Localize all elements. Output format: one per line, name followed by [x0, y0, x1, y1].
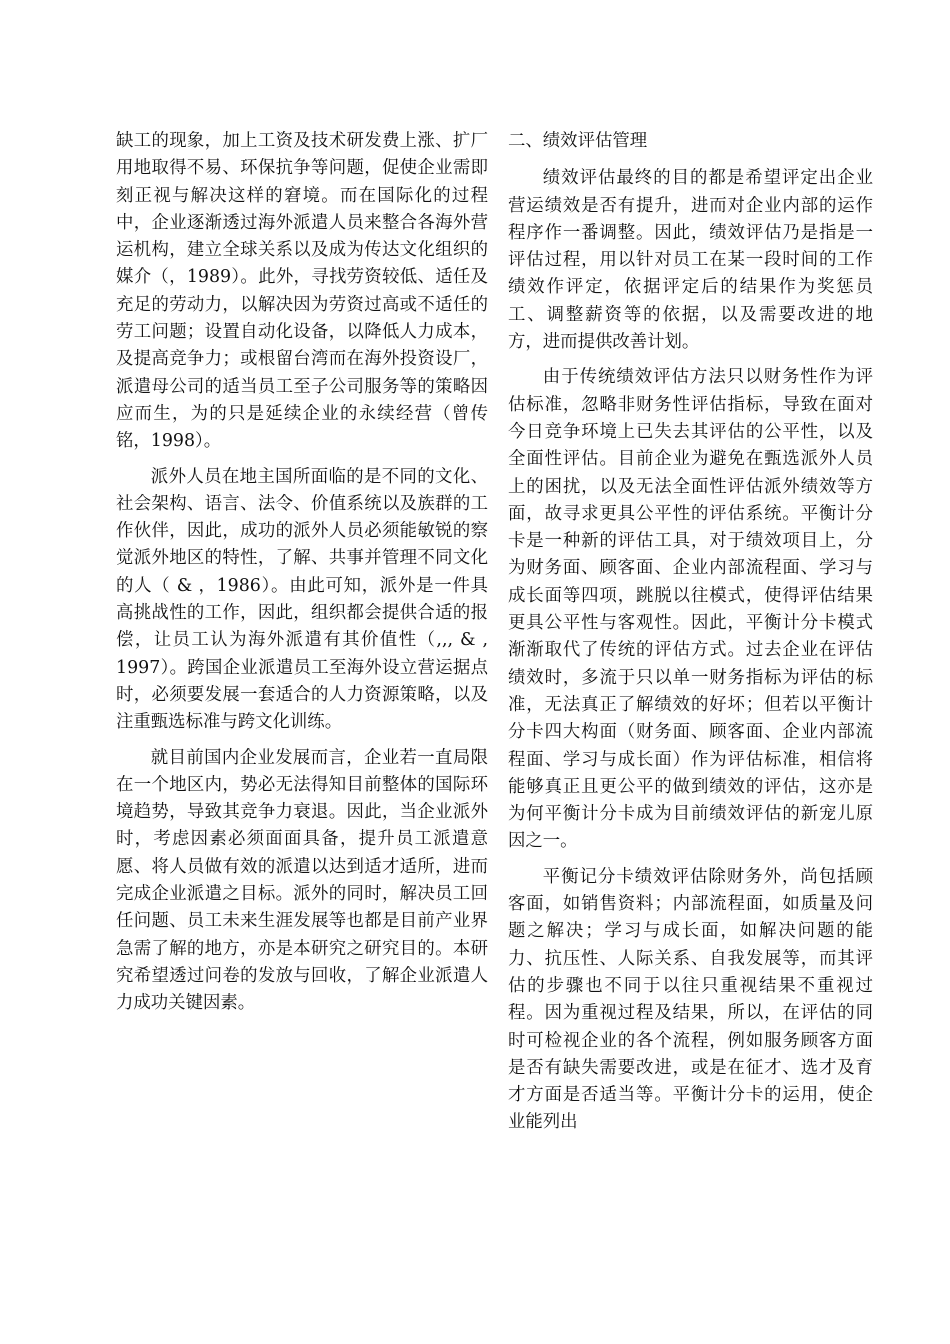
paragraph-balanced-scorecard: 由于传统绩效评估方法只以财务性作为评估标准，忽略非财务性评估指标，导致在面对今日竞争环境上已失去其评估的公平性，以及全面性评估。目前企业为避免在甄选派外人员上的困扰，以及无法全面性评估派外绩效等方面，故寻求更具公平性的评估系统。平衡计分卡是一种新的评估工具，对于绩效项目上，分为财务面、顾客面、企业内部流程面、学习与成长面等四项，跳脱以往模式，使得评估结果更具公平性与客观性。因此，平衡计分卡模式渐渐取代了传统的评估方式。过去企业在评估绩效时，多流于只以单一财务指标为评估的标准，无法真正了解绩效的好坏；但若以平衡计分卡四大构面（财务面、顾客面、企业内部流程面、学习与成长面）作为评估标准，相信将能够真正且更公平的做到绩效的评估，这亦是为何平衡计分卡成为目前绩效评估的新宠儿原因之一。 [508, 367, 873, 852]
paragraph-scorecard-dimensions: 平衡记分卡绩效评估除财务外，尚包括顾客面，如销售资料；内部流程面，如质量及问题之解决；学习与成长面，如解决问题的能力、抗压性、人际关系、自我发展等，而其评估的步骤也不同于以往只重视结果不重视过程。因为重视过程及结果，所以，在评估的同时可检视企业的各个流程，例如服务顾客方面是否有缺失需要改进，或是在征才、选才及育才方面是否适当等。平衡计分卡的运用，使企业能列出 [508, 866, 873, 1133]
paragraph-expatriate-challenges: 派外人员在地主国所面临的是不同的文化、社会架构、语言、法令、价值系统以及族群的工作伙伴，因此，成功的派外人员必须能敏锐的察觉派外地区的特性，了解、共事并管理不同文化的人（ & ，1986）。由此可知，派外是一件具高挑战性的工作，因此，组织都会提供合适的报偿，让员工认为海外派遣有其价值性（,,, & , 1997）。跨国企业派遣员工至海外设立营运据点时，必须要发展一套适合的人力资源策略，以及注重甄选标准与跨文化训练。 [116, 466, 488, 733]
paragraph-performance-evaluation: 绩效评估最终的目的都是希望评定出企业营运绩效是否有提升，进而对企业内部的运作程序作一番调整。因此，绩效评估乃是指是一评估过程，用以针对员工在某一段时间的工作绩效作评定，依据评定后的结果作为奖惩员工、调整薪资等的依据，以及需要改进的地方，进而提供改善计划。 [508, 168, 873, 353]
paragraph-research-purpose: 就目前国内企业发展而言，企业若一直局限在一个地区内，势必无法得知目前整体的国际环境趋势，导致其竞争力衰退。因此，当企业派外时，考虑因素必须面面具备，提升员工派遣意愿、将人员做有效的派遣以达到适才适所，进而完成企业派遣之目标。派外的同时，解决员工回任问题、员工未来生涯发展等也都是目前产业界急需了解的地方，亦是本研究之研究目的。本研究希望透过问卷的发放与回收，了解企业派遣人力成功关键因素。 [116, 747, 488, 1014]
right-column [508, 128, 873, 1145]
section-heading: 二、绩效评估管理 [508, 131, 648, 151]
left-column [116, 128, 488, 1026]
paragraph-continued: 缺工的现象，加上工资及技术研发费上涨、扩厂用地取得不易、环保抗争等问题，促使企业需即刻正视与解决这样的窘境。而在国际化的过程中，企业逐渐透过海外派遣人员来整合各海外营运机构，建立全球关系以及成为传达文化组织的媒介（，1989）。此外，寻找劳资较低、适任及充足的劳动力，以解决因为劳资过高或不适任的劳工问题；设置自动化设备，以降低人力成本，及提高竞争力；或根留台湾而在海外投资设厂，派遣母公司的适当员工至子公司服务等的策略因应而生，为的只是延续企业的永续经营（曾传铭，1998）。 [116, 131, 488, 452]
